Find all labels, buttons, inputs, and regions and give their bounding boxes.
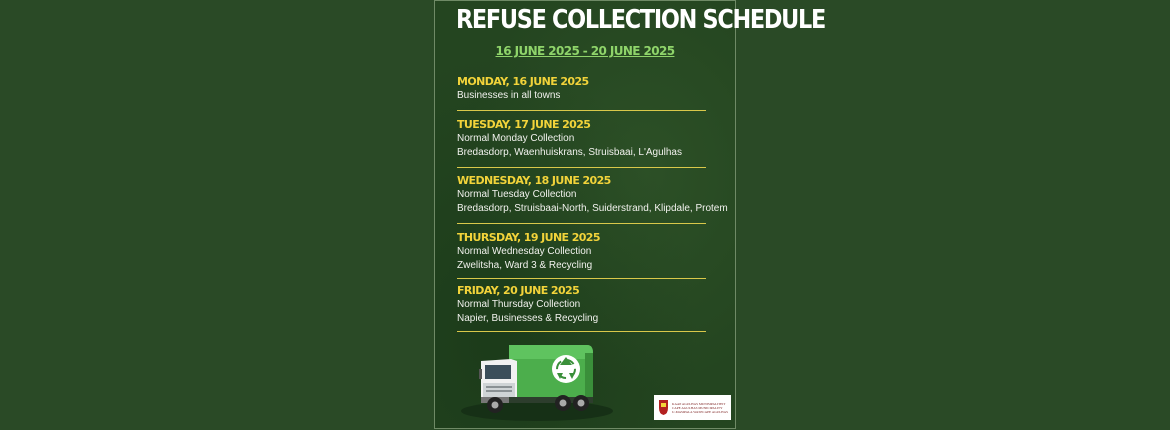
logo-line: U-MASIPALA WASECAPE AGULHAS (672, 410, 728, 414)
day-line: Normal Wednesday Collection (457, 246, 592, 257)
logo-line: KAAP AGULHAS MUNISIPALITEIT (672, 402, 726, 406)
day-title: WEDNESDAY, 18 JUNE 2025 (457, 174, 611, 187)
day-line: Businesses in all towns (457, 90, 561, 101)
divider (457, 167, 706, 168)
poster-title: REFUSE COLLECTION SCHEDULE (456, 5, 825, 35)
date-range: 16 JUNE 2025 - 20 JUNE 2025 (495, 44, 675, 58)
day-line: Napier, Businesses & Recycling (457, 313, 599, 324)
municipality-crest-icon (658, 398, 669, 416)
divider (457, 110, 706, 111)
day-title: MONDAY, 16 JUNE 2025 (457, 75, 589, 88)
divider (457, 223, 706, 224)
municipality-logo (654, 395, 731, 420)
day-tuesday (457, 117, 707, 160)
day-wednesday (457, 173, 728, 216)
schedule-poster (434, 0, 825, 429)
divider (457, 278, 706, 279)
day-thursday (457, 230, 707, 273)
day-line: Normal Monday Collection (457, 133, 575, 144)
recycle-icon (552, 355, 580, 383)
day-monday (457, 74, 707, 103)
day-line: Normal Tuesday Collection (457, 189, 577, 200)
garbage-truck-icon (461, 339, 617, 423)
day-title: FRIDAY, 20 JUNE 2025 (457, 284, 580, 297)
day-line: Bredasdorp, Struisbaai-North, Suiderstrand, Klipdale, Protem (457, 203, 728, 214)
day-line: Normal Thursday Collection (457, 299, 581, 310)
day-title: TUESDAY, 17 JUNE 2025 (457, 118, 591, 131)
logo-line: CAPE AGULHAS MUNICIPALITY (672, 406, 723, 410)
day-line: Bredasdorp, Waenhuiskrans, Struisbaai, L'Agulhas (457, 147, 682, 158)
day-title: THURSDAY, 19 JUNE 2025 (457, 231, 600, 244)
divider (457, 331, 706, 332)
day-line: Zwelitsha, Ward 3 & Recycling (457, 260, 593, 271)
day-friday (457, 283, 707, 326)
